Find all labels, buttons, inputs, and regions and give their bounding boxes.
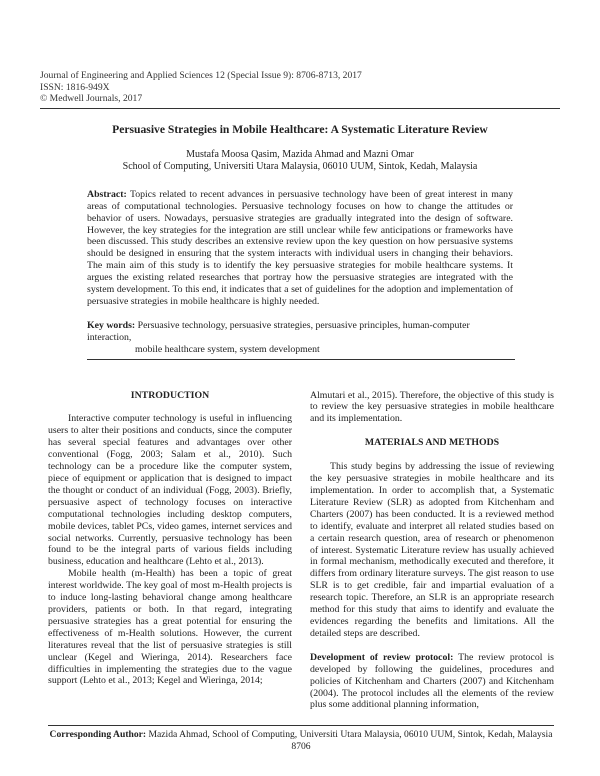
corresponding-author: Mazida Ahmad, School of Computing, Universiti Utara Malaysia, 06010 UUM, Sintok, Kedah, Malaysia xyxy=(148,729,553,741)
methods-paragraph: This study begins by addressing the issue of reviewing the key persuasive strategies in mobile healthcare and its implementation. In order to accomplish that, a Systematic Literature Review (SLR) as adopted from Kitchenham and Charters (2007) has been conducted. It is a reviewed method to identify, evaluate and interpret all related studies based on a certain research question, area of research or phenomenon of interest. Systematic Literature review has usually achieved in formal mechanism, methodically executed and therefore, it differs from ordinary literature surveys. The gist reason to use SLR is to get credible, fair and impartial evaluation of a research topic. Therefore, an SLR is an appropriate research method for this study that aims to identify and evaluate the evidences regarding the benefits and limitations. All the detailed steps are described. xyxy=(310,461,554,639)
abstract-text: Topics related to recent advances in persuasive technology have been of great interest in many areas of computational technologies. Persuasive technology focuses on how to change the attitudes or behavior of users. Nowadays, persuasive strategies are gradually integrated into the design of software. However, the key strategies for the integration are still unclear while few anticipations or frameworks have been discussed. This study describes an extensive review upon the key question on how persuasive systems should be designed in ensuring that the system interacts with individual users in changing their behaviors. The main aim of this study is to identify the key persuasive strategies for mobile healthcare systems. It argues the existing related researches that portray how the persuasive strategies are integrated with the system development. To this end, it indicates that a set of guidelines for the adoption and implementation of persuasive strategies in mobile healthcare is highly needed. xyxy=(87,188,513,307)
left-column xyxy=(48,390,292,712)
keywords-line1: Persuasive technology, persuasive strategies, persuasive principles, human-computer interaction, xyxy=(87,319,470,343)
keywords-line2: mobile healthcare system, system development xyxy=(135,343,320,355)
abstract-label: Abstract: xyxy=(87,188,127,200)
keywords xyxy=(87,320,513,356)
right-column xyxy=(310,390,554,712)
corresponding-label: Corresponding Author: xyxy=(49,729,147,741)
issn: ISSN: 1816-949X xyxy=(40,81,110,93)
affiliation: School of Computing, Universiti Utara Malaysia, 06010 UUM, Sintok, Kedah, Malaysia xyxy=(122,160,478,172)
protocol-label: Development of review protocol: xyxy=(310,651,454,663)
keywords-label: Key words: xyxy=(87,319,136,331)
paper-title: Persuasive Strategies in Mobile Healthcare: A Systematic Literature Review xyxy=(112,122,488,136)
authors: Mustafa Moosa Qasim, Mazida Ahmad and Mazni Omar xyxy=(186,148,414,160)
methods-heading: MATERIALS AND METHODS xyxy=(364,437,500,449)
journal-header xyxy=(40,70,560,105)
journal-citation: Journal of Engineering and Applied Sciences 12 (Special Issue 9): 8706-8713, 2017 xyxy=(40,70,362,81)
abstract xyxy=(87,189,513,308)
protocol-text: The review protocol is developed by following the guidelines, procedures and policies of Kitchenham and Charters (2007) and Kitchenham (2004). The protocol includes all the elements of the review plus some additional planning information, xyxy=(310,651,554,711)
footer xyxy=(48,729,554,752)
intro-paragraph-1: Interactive computer technology is useful in influencing users to alter their positions and conducts, since the computer has several special features and advantages over other conventional (Fogg, 2003; Salam et al., 2010). Such technology can be a procedure like the computer system, piece of equipment or application that is designed to impact the thought or conduct of an individual (Fogg, 2003). Briefly, persuasive aspect of technology focuses on interactive computational technologies including desktop computers, mobile devices, tablet PCs, video games, internet services and social networks. Currently, persuasive technology has been found to be the integral parts of various fields including business, education and healthcare (Lehto et al., 2013). xyxy=(48,413,292,568)
header-rule xyxy=(40,108,560,109)
page-number: 8706 xyxy=(291,740,311,752)
protocol-paragraph xyxy=(310,652,554,712)
body-columns xyxy=(48,390,554,712)
intro-paragraph-2: Mobile health (m-Health) has been a topic of great interest worldwide. The key goal of most m-Health projects is to induce long-lasting behavioral change among healthcare providers, patients or both. In that regard, integrating persuasive strategies has a great potential for ensuring the effectiveness of m-Health solutions. However, the current literatures reveal that the list of persuasive strategies is still unclear (Kegel and Wieringa, 2014). Researchers face difficulties in implementing the strategies due to the vague support (Lehto et al., 2013; Kegel and Wieringa, 2014; xyxy=(48,568,292,687)
introduction-heading: INTRODUCTION xyxy=(130,389,210,401)
footer-rule xyxy=(48,725,554,726)
copyright: © Medwell Journals, 2017 xyxy=(40,93,143,105)
intro-continuation: Almutari et al., 2015). Therefore, the objective of this study is to review the key persuasive strategies in mobile healthcare and its implementation. xyxy=(310,389,554,425)
author-block xyxy=(40,149,560,173)
keywords-rule xyxy=(87,359,515,360)
